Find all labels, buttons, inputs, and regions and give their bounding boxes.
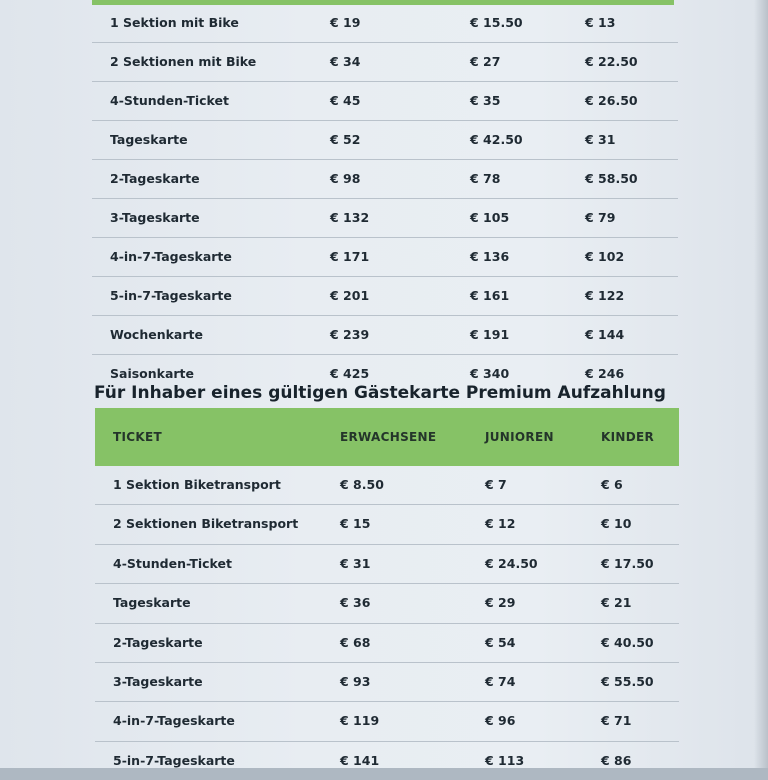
- table-row: [95, 584, 679, 623]
- table-row: [92, 238, 678, 277]
- table-row: [92, 160, 678, 199]
- price-erwachsene: € 19: [330, 15, 361, 30]
- price-kinder: € 71: [601, 713, 632, 729]
- section-heading: Für Inhaber eines gültigen Gästekarte Premium Aufzahlung: [94, 383, 666, 403]
- price-erwachsene: € 45: [330, 93, 361, 108]
- price-junioren: € 27: [470, 54, 501, 69]
- table-row: [95, 466, 679, 505]
- price-kinder: € 13: [585, 15, 616, 30]
- paper-edge-shadow: [754, 0, 768, 768]
- price-junioren: € 113: [485, 752, 525, 768]
- price-kinder: € 40.50: [601, 634, 654, 650]
- table-row: [95, 545, 679, 584]
- ticket-name: 5-in-7-Tageskarte: [113, 752, 235, 768]
- price-erwachsene: € 8.50: [340, 477, 384, 492]
- price-kinder: € 144: [585, 327, 625, 342]
- price-junioren: € 191: [470, 327, 510, 342]
- price-erwachsene: € 52: [330, 132, 361, 147]
- table-row: [92, 316, 678, 355]
- price-junioren: € 74: [485, 673, 516, 689]
- table-row: [95, 663, 679, 702]
- price-erwachsene: € 239: [330, 327, 370, 342]
- table-row: [92, 43, 678, 82]
- price-junioren: € 24.50: [485, 555, 538, 571]
- ticket-name: 3-Tageskarte: [113, 673, 203, 689]
- price-junioren: € 12: [485, 516, 516, 532]
- bike-price-table: [92, 4, 678, 393]
- price-kinder: € 31: [585, 132, 616, 147]
- price-kinder: € 17.50: [601, 555, 654, 571]
- price-junioren: € 105: [470, 210, 510, 225]
- ticket-name: Saisonkarte: [110, 366, 195, 381]
- table-row: [95, 742, 679, 780]
- price-kinder: € 246: [585, 366, 625, 381]
- header-ticket: TICKET: [113, 430, 162, 444]
- ticket-name: 2 Sektionen Biketransport: [113, 516, 299, 532]
- price-junioren: € 136: [470, 249, 510, 264]
- table-row: [92, 277, 678, 316]
- price-kinder: € 86: [601, 752, 632, 768]
- price-junioren: € 35: [470, 93, 501, 108]
- price-junioren: € 42.50: [470, 132, 523, 147]
- header-kinder: KINDER: [601, 430, 655, 444]
- price-erwachsene: € 98: [330, 171, 361, 186]
- header-junioren: JUNIOREN: [485, 430, 554, 444]
- table-row: [92, 199, 678, 238]
- ticket-name: Tageskarte: [113, 595, 191, 611]
- ticket-name: 3-Tageskarte: [110, 210, 200, 225]
- ticket-name: 4-Stunden-Ticket: [113, 555, 232, 571]
- ticket-name: 2-Tageskarte: [110, 171, 200, 186]
- price-kinder: € 55.50: [601, 673, 654, 689]
- price-kinder: € 21: [601, 595, 632, 611]
- table-row: [95, 505, 679, 544]
- table-row: [95, 702, 679, 741]
- table-row: [92, 121, 678, 160]
- ticket-name: 1 Sektion Biketransport: [113, 477, 281, 492]
- table-row: [95, 624, 679, 663]
- price-kinder: € 10: [601, 516, 632, 532]
- ticket-name: 2 Sektionen mit Bike: [110, 54, 257, 69]
- guest-card-price-table: [95, 408, 679, 780]
- price-erwachsene: € 93: [340, 673, 371, 689]
- price-kinder: € 22.50: [585, 54, 638, 69]
- table-header: [95, 408, 679, 466]
- price-erwachsene: € 31: [340, 555, 371, 571]
- price-erwachsene: € 425: [330, 366, 370, 381]
- ticket-name: 4-Stunden-Ticket: [110, 93, 229, 108]
- price-junioren: € 15.50: [470, 15, 523, 30]
- table-row: [92, 82, 678, 121]
- price-junioren: € 161: [470, 288, 510, 303]
- price-junioren: € 96: [485, 713, 516, 729]
- price-erwachsene: € 36: [340, 595, 371, 611]
- price-erwachsene: € 15: [340, 516, 371, 532]
- price-erwachsene: € 119: [340, 713, 380, 729]
- price-erwachsene: € 141: [340, 752, 380, 768]
- price-erwachsene: € 132: [330, 210, 370, 225]
- price-erwachsene: € 171: [330, 249, 370, 264]
- ticket-name: Wochenkarte: [110, 327, 203, 342]
- price-kinder: € 58.50: [585, 171, 638, 186]
- ticket-name: 2-Tageskarte: [113, 634, 203, 650]
- price-kinder: € 79: [585, 210, 616, 225]
- header-erwachsene: ERWACHSENE: [340, 430, 437, 444]
- ticket-name: 5-in-7-Tageskarte: [110, 288, 232, 303]
- ticket-name: 4-in-7-Tageskarte: [110, 249, 232, 264]
- price-junioren: € 54: [485, 634, 516, 650]
- price-erwachsene: € 68: [340, 634, 371, 650]
- price-junioren: € 78: [470, 171, 501, 186]
- ticket-name: 4-in-7-Tageskarte: [113, 713, 235, 729]
- ticket-name: 1 Sektion mit Bike: [110, 15, 239, 30]
- table-row: [92, 4, 678, 43]
- price-junioren: € 340: [470, 366, 510, 381]
- price-kinder: € 102: [585, 249, 625, 264]
- price-junioren: € 7: [485, 477, 507, 492]
- price-erwachsene: € 201: [330, 288, 370, 303]
- ticket-name: Tageskarte: [110, 132, 188, 147]
- price-junioren: € 29: [485, 595, 516, 611]
- price-kinder: € 6: [601, 477, 623, 492]
- price-kinder: € 122: [585, 288, 625, 303]
- price-kinder: € 26.50: [585, 93, 638, 108]
- price-erwachsene: € 34: [330, 54, 361, 69]
